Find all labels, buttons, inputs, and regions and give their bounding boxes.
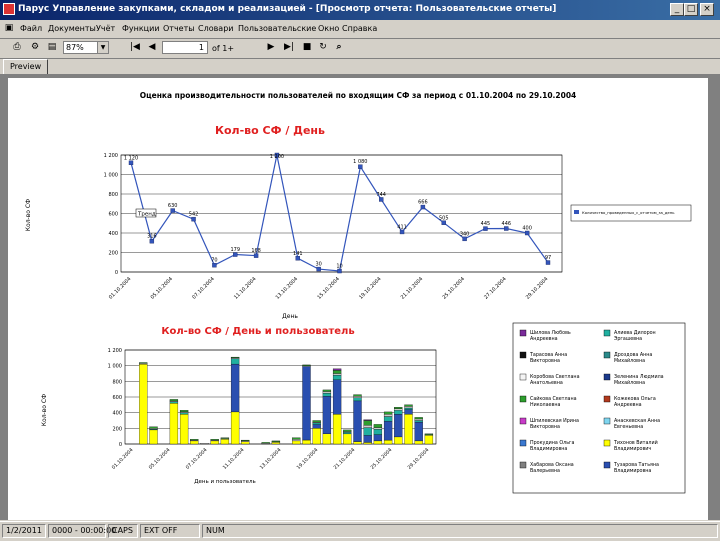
bar-segment (180, 414, 188, 444)
line-point-label: 666 (418, 199, 428, 206)
bar-legend-entry: Тихонов Виталий Владимирович (614, 441, 658, 452)
bar-segment (415, 421, 423, 423)
bar-segment (354, 395, 362, 397)
bar-segment (333, 374, 341, 376)
line-point-label: 1 080 (353, 159, 368, 166)
line-chart-y-ticks (104, 153, 118, 276)
bar-legend-swatch (520, 330, 526, 336)
bar-segment (323, 390, 331, 392)
bar-legend-swatch (520, 396, 526, 402)
status-ext: EXT OFF (140, 524, 200, 538)
bar-segment (272, 441, 280, 442)
bar-segment (364, 420, 372, 421)
close-button[interactable]: × (700, 3, 714, 16)
bar-segment (405, 414, 413, 444)
bar-legend-swatch (604, 374, 610, 380)
bar-segment (415, 441, 423, 444)
bar-segment (394, 437, 402, 444)
bar-segment (139, 364, 147, 444)
bar-x-tick-label: 11.10.2004 (222, 447, 246, 471)
maximize-button[interactable]: □ (684, 3, 698, 16)
bar-segment (231, 412, 239, 444)
bar-legend-swatch (604, 396, 610, 402)
bar-legend-entry: Шпилевская Ирина Викторовна (530, 419, 579, 430)
line-x-tick-label: 29.10.2004 (524, 276, 550, 301)
view-tabs (0, 58, 720, 74)
bar-segment (415, 417, 423, 419)
bar-segment (231, 364, 239, 412)
line-data-point (463, 237, 467, 241)
bar-segment (150, 427, 158, 429)
line-point-label: 744 (376, 191, 386, 198)
line-point-label: 141 (293, 250, 303, 257)
menu-bar (0, 20, 720, 39)
bar-y-tick-label: 800 (112, 379, 122, 386)
bar-segment (313, 424, 321, 428)
line-x-tick-label: 13.10.2004 (274, 276, 300, 301)
last-page-icon[interactable]: ▶| (284, 42, 294, 52)
bar-legend-swatch (520, 418, 526, 424)
bar-segment (343, 432, 351, 434)
bar-segment (405, 408, 413, 410)
line-point-label: 445 (480, 221, 491, 228)
report-title: Оценка производительности пользователей по входящим СФ за период с 01.10.2004 по 29.10.2004 (139, 91, 577, 100)
line-point-label: 97 (544, 255, 552, 262)
trend-annotation: Тренд (138, 211, 156, 218)
line-data-point (129, 161, 133, 165)
bar-legend-swatch (604, 418, 610, 424)
bar-segment (292, 441, 300, 444)
bar-chart-y-label: Кол-во СФ (41, 393, 48, 427)
bar-segment (415, 422, 423, 441)
line-data-point (358, 165, 362, 169)
bar-segment (313, 423, 321, 425)
line-data-point (546, 261, 550, 265)
bar-segment (394, 409, 402, 411)
bar-segment (394, 407, 402, 409)
bar-segment (354, 442, 362, 444)
menu-item-accounting[interactable]: Учёт (96, 24, 116, 33)
menu-item-functions[interactable]: Функции (122, 24, 160, 33)
bar-segment (150, 430, 158, 444)
line-x-tick-label: 07.10.2004 (191, 276, 216, 301)
menu-item-dictionaries[interactable]: Словари (198, 24, 234, 33)
line-data-point (525, 231, 529, 235)
window-title: Парус Управление закупками, складом и реализацией - [Просмотр отчета: Пользовательские отчеты] (18, 4, 557, 14)
bar-segment (323, 434, 331, 444)
bar-segment (354, 398, 362, 401)
line-chart-y-label: Кол-во СФ (25, 198, 32, 232)
line-point-label: 505 (438, 215, 449, 222)
bar-legend-swatch (520, 352, 526, 358)
line-point-label: 340 (459, 231, 470, 238)
bar-legend-swatch (520, 440, 526, 446)
line-point-label: 179 (230, 247, 241, 254)
bar-legend-entry: Алиева Дилорон Эргашевна (614, 331, 656, 342)
bar-segment (374, 424, 382, 427)
next-page-icon[interactable]: ▶ (267, 42, 275, 52)
export-icon[interactable]: ▤ (47, 42, 57, 52)
bar-chart-x-label: День и пользователь (194, 479, 256, 485)
line-point-label: 168 (251, 248, 261, 255)
zoom-value: 87% (66, 43, 84, 52)
bar-segment (139, 363, 147, 364)
bar-segment (333, 380, 341, 415)
bar-legend-entry: Хабарова Оксана Валерьевна (530, 463, 574, 474)
bar-segment (343, 430, 351, 432)
print-setup-icon[interactable]: ⚙ (30, 42, 40, 52)
bar-legend-swatch (604, 440, 610, 446)
report-canvas (8, 78, 708, 520)
report-toolbar (0, 38, 720, 59)
bar-legend-swatch (604, 330, 610, 336)
bar-chart-y-ticks (108, 348, 122, 448)
bar-segment (384, 417, 392, 422)
bar-segment (231, 359, 239, 365)
bar-segment (364, 428, 372, 436)
status-bar (0, 521, 720, 541)
line-data-point (317, 267, 321, 271)
bar-segment (394, 414, 402, 437)
line-chart-x-label: День (282, 313, 298, 320)
page-total: of 1+ (212, 44, 235, 53)
menu-item-custom[interactable]: Пользовательские (238, 24, 317, 33)
report-page (8, 78, 708, 520)
menu-item-file[interactable]: Файл (20, 24, 43, 33)
bar-legend-entry: Анаскевская Анна Евгеньевна (614, 419, 661, 430)
bar-legend-entry: Сайкова Светлана Николаевна (530, 397, 577, 408)
bar-segment (384, 421, 392, 440)
line-point-label: 1 120 (123, 155, 139, 162)
bar-y-tick-label: 1 200 (107, 348, 122, 354)
line-y-tick-label: 1 200 (103, 153, 118, 159)
bar-segment (303, 365, 311, 366)
bar-segment (211, 439, 219, 440)
line-point-label: 630 (167, 203, 178, 210)
line-x-tick-label: 25.10.2004 (441, 276, 467, 301)
line-x-tick-label: 11.10.2004 (233, 276, 258, 301)
line-data-point (504, 227, 508, 231)
bar-segment (374, 428, 382, 430)
bar-segment (354, 401, 362, 442)
bar-x-tick-label: 07.10.2004 (185, 447, 209, 471)
line-x-tick-label: 01.10.2004 (107, 276, 133, 301)
zoom-select[interactable] (63, 41, 109, 54)
bar-y-tick-label: 0 (118, 442, 122, 448)
stop-icon[interactable]: ■ (302, 42, 312, 52)
bar-segment (323, 392, 331, 394)
line-x-tick-label: 15.10.2004 (316, 276, 341, 301)
bar-segment (303, 366, 311, 440)
bar-segment (313, 421, 321, 423)
bar-segment (221, 438, 229, 439)
bar-x-tick-label: 25.10.2004 (370, 447, 394, 471)
bar-segment (190, 441, 198, 444)
line-point-label: 10 (336, 263, 343, 270)
bar-segment (384, 412, 392, 414)
menu-item-reports[interactable]: Отчеты (163, 24, 195, 33)
line-data-point (338, 269, 342, 273)
bar-legend-entry: Кожекова Ольга Андреевна (614, 397, 656, 408)
bar-legend-entry: Зеленина Людмила Михайловна (614, 375, 664, 386)
line-data-point (150, 239, 154, 243)
bar-segment (190, 439, 198, 440)
line-data-point (379, 197, 383, 201)
line-y-tick-label: 800 (108, 192, 118, 198)
bar-legend-swatch (520, 374, 526, 380)
bar-segment (364, 435, 372, 442)
status-caps: CAPS (108, 524, 138, 538)
bar-segment (364, 425, 372, 427)
bar-segment (170, 402, 178, 404)
bar-x-tick-label: 19.10.2004 (296, 447, 320, 471)
bar-x-tick-label: 21.10.2004 (333, 447, 357, 471)
menu-item-help[interactable]: Справка (342, 24, 378, 33)
document-icon[interactable]: ▣ (4, 23, 14, 33)
bar-segment (394, 410, 402, 414)
bar-legend-swatch (520, 462, 526, 468)
bar-segment (170, 403, 178, 444)
bar-legend-entry: Шилова Любовь Андреевна (530, 331, 571, 342)
line-x-tick-label: 05.10.2004 (149, 276, 175, 301)
line-y-tick-label: 200 (108, 250, 118, 257)
bar-x-tick-label: 05.10.2004 (148, 447, 172, 471)
tab-preview[interactable]: Preview (3, 59, 48, 74)
line-chart-title: Кол-во СФ / День (215, 124, 325, 137)
line-point-label: 400 (522, 225, 532, 232)
window-title-bar[interactable] (0, 0, 720, 20)
bar-x-tick-label: 01.10.2004 (111, 447, 135, 471)
line-legend-swatch (574, 210, 579, 214)
menu-item-window[interactable]: Окно (318, 24, 340, 33)
bar-segment (221, 439, 229, 444)
line-data-point (442, 221, 446, 225)
bar-segment (292, 439, 300, 441)
line-data-point (254, 254, 258, 258)
status-num: NUM (202, 524, 718, 538)
bar-legend-entry: Прокудина Ольга Владимировна (530, 441, 575, 452)
line-y-tick-label: 600 (108, 211, 118, 218)
line-data-point (212, 263, 216, 267)
bar-x-tick-label: 29.10.2004 (407, 447, 431, 471)
status-date: 1/2/2011 (2, 524, 46, 538)
line-x-tick-label: 21.10.2004 (399, 276, 425, 301)
bar-segment (241, 442, 249, 444)
search-icon[interactable]: ⌕ (336, 42, 342, 52)
bar-segment (170, 399, 178, 401)
bar-segment (323, 396, 331, 434)
bar-segment (262, 442, 270, 443)
bar-segment (333, 369, 341, 371)
line-point-label: 446 (501, 221, 512, 228)
bar-segment (333, 414, 341, 444)
bar-y-tick-label: 400 (112, 410, 122, 417)
line-point-label: 316 (147, 233, 157, 240)
bar-y-tick-label: 600 (112, 395, 122, 401)
bar-segment (211, 441, 219, 444)
line-data-point (421, 205, 425, 209)
bar-segment (425, 435, 433, 444)
page-number-input[interactable]: 1 (162, 41, 208, 54)
bar-segment (303, 440, 311, 444)
bar-segment (241, 440, 249, 441)
line-data-point (171, 209, 175, 213)
bar-legend-entry: Дроздова Анна Михайловна (614, 353, 653, 364)
line-legend-entry: Количество_проведенных_с_отчетом_за_день (582, 210, 675, 215)
bar-segment (343, 434, 351, 444)
line-data-point (192, 217, 196, 221)
line-y-tick-label: 400 (108, 231, 118, 237)
menu-item-documents[interactable]: Документы (48, 24, 96, 33)
app-icon (3, 3, 15, 15)
bar-segment (374, 429, 382, 435)
bar-segment (405, 406, 413, 408)
bar-segment (231, 357, 239, 358)
print-icon[interactable]: ⎙ (13, 42, 21, 52)
bar-segment (374, 435, 382, 441)
bar-legend-entry: Коробова Светлана Анатольевна (530, 375, 580, 386)
bar-y-tick-label: 1 000 (107, 363, 122, 370)
bar-segment (384, 440, 392, 444)
status-time: 0000 - 00:00:00 (48, 524, 106, 538)
line-chart-x-ticks (108, 276, 549, 300)
bar-segment (313, 428, 321, 444)
first-page-icon[interactable]: |◀ (130, 42, 140, 52)
line-data-point (233, 253, 237, 257)
bar-segment (405, 405, 413, 407)
line-y-tick-label: 0 (114, 270, 118, 276)
bar-segment (354, 396, 362, 398)
bar-segment (292, 438, 300, 440)
line-y-tick-label: 1 000 (103, 172, 118, 179)
line-point-label: 70 (211, 257, 218, 264)
bar-chart (41, 323, 685, 493)
line-chart (25, 124, 691, 320)
bar-legend-swatch (604, 462, 610, 468)
bar-segment (323, 393, 331, 396)
bar-legend-entry: Тузарова Татьяна Владимировна (614, 463, 659, 474)
bar-segment (425, 434, 433, 435)
bar-segment (384, 414, 392, 416)
bar-segment (364, 421, 372, 426)
bar-segment (374, 441, 382, 444)
report-viewer[interactable] (0, 74, 720, 520)
bar-legend-swatch (604, 352, 610, 358)
bar-segment (333, 370, 341, 373)
bar-segment (405, 410, 413, 415)
bar-segment (272, 442, 280, 444)
bar-x-tick-label: 13.10.2004 (259, 447, 283, 471)
bar-y-tick-label: 200 (112, 426, 122, 433)
line-point-label: 542 (188, 211, 199, 218)
line-data-point (483, 227, 487, 231)
line-point-label: 1 200 (269, 154, 285, 160)
bar-segment (333, 375, 341, 380)
bar-chart-x-ticks (111, 447, 430, 471)
prev-page-icon[interactable]: ◀ (148, 42, 156, 52)
refresh-icon[interactable]: ↻ (319, 42, 327, 52)
bar-segment (180, 410, 188, 412)
line-x-tick-label: 27.10.2004 (483, 276, 508, 301)
line-point-label: 30 (315, 261, 322, 268)
line-x-tick-label: 19.10.2004 (358, 276, 383, 301)
bar-segment (201, 443, 209, 444)
bar-chart-title: Кол-во СФ / День и пользователь (161, 326, 355, 337)
line-point-label: 411 (397, 224, 407, 231)
bar-segment (180, 413, 188, 415)
chevron-down-icon[interactable]: ▼ (97, 42, 108, 53)
bar-legend-entry: Тарасова Анна Викторовна (530, 353, 568, 364)
minimize-button[interactable]: _ (670, 3, 684, 16)
line-data-point (296, 256, 300, 260)
line-data-point (400, 230, 404, 234)
